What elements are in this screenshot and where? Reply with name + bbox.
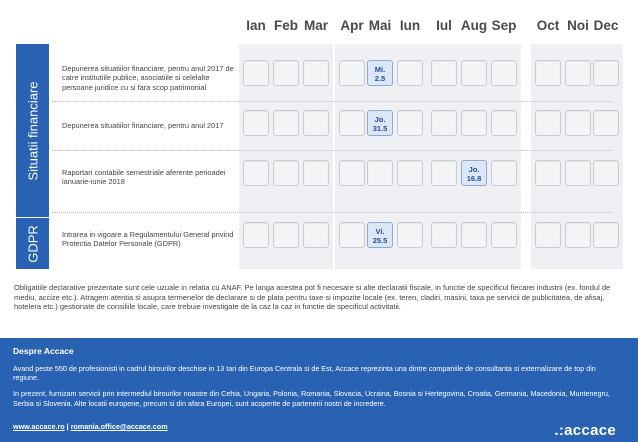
month-cell bbox=[243, 222, 269, 248]
month-header bbox=[0, 18, 638, 40]
row-divider bbox=[52, 101, 612, 102]
month-cell bbox=[491, 110, 517, 136]
month-cell bbox=[243, 110, 269, 136]
month-cell bbox=[535, 60, 561, 86]
month-cell bbox=[431, 110, 457, 136]
month-mai: Mai bbox=[368, 18, 392, 33]
month-iul: Iul bbox=[436, 18, 452, 33]
deadline-cell bbox=[367, 110, 393, 136]
deadline-day: Jo. bbox=[468, 165, 480, 174]
month-cell bbox=[491, 60, 517, 86]
footer-title: Despre Accace bbox=[13, 346, 74, 356]
month-cell bbox=[593, 222, 619, 248]
month-feb: Feb bbox=[273, 18, 299, 33]
month-cell bbox=[535, 222, 561, 248]
row-divider bbox=[52, 150, 612, 151]
month-iun: Iun bbox=[399, 18, 421, 33]
month-cell bbox=[593, 110, 619, 136]
row-divider bbox=[52, 212, 612, 213]
month-noi: Noi bbox=[567, 18, 589, 33]
notes-paragraph: Obligatiile declarative prezentate sunt cele uzuale in relatia cu ANAF. Pe langa acestea pot fi necesare si alte declaratii fiscale, in functie de specificul fiecarei industrii (ex. fondul de mediu, accize etc.). Atragem atentia si asupra termenelor de declarare si de plata pentru taxe si impozite locale (ex. teren, cladiri, masini, taxa pe servicii de publicitatea, de afisaj, hotelera etc.) gestionate de consiliile locale, care trebuie investigate de la caz la caz in functie de specificul activitatii. bbox=[14, 283, 611, 311]
footer-links bbox=[13, 422, 168, 431]
month-cell bbox=[431, 60, 457, 86]
email-link[interactable]: romania.office@accace.com bbox=[70, 422, 168, 431]
month-cell bbox=[491, 222, 517, 248]
deadline-date: 31.5 bbox=[372, 124, 388, 133]
month-cell bbox=[565, 160, 591, 186]
task-description: Raportari contabile semestriale aferente perioadei ianuarie-iunie 2018 bbox=[62, 168, 226, 187]
month-apr: Apr bbox=[340, 18, 364, 33]
month-cell bbox=[303, 110, 329, 136]
deadline-date: 16.8 bbox=[466, 174, 482, 183]
month-cell bbox=[431, 160, 457, 186]
month-cell bbox=[461, 222, 487, 248]
month-cell bbox=[273, 110, 299, 136]
month-cell bbox=[565, 60, 591, 86]
month-cell bbox=[461, 60, 487, 86]
month-cell bbox=[491, 160, 517, 186]
month-cell bbox=[535, 110, 561, 136]
month-cell bbox=[397, 60, 423, 86]
footer-paragraph: Avand peste 550 de profesionisti in cadrul birourilor deschise in 13 tari din Europa Centrala si de Est, Accace reprezinta una dintre companiile de consultanta si externalizare de top din regiune. bbox=[13, 364, 596, 383]
month-cell bbox=[243, 160, 269, 186]
deadline-day: Jo. bbox=[374, 115, 386, 124]
month-cell bbox=[397, 160, 423, 186]
month-dec: Dec bbox=[593, 18, 619, 33]
accace-logo: .:accace bbox=[554, 422, 616, 439]
deadline-cell bbox=[461, 160, 487, 186]
month-mar: Mar bbox=[303, 18, 329, 33]
website-link[interactable]: www.accace.ro bbox=[13, 422, 65, 431]
task-description: Intrarea in vigoare a Regulamentului General privind Protectia Datelor Personale (GDPR) bbox=[62, 230, 234, 249]
month-cell bbox=[431, 222, 457, 248]
month-cell bbox=[397, 110, 423, 136]
month-cell bbox=[243, 60, 269, 86]
deadline-cell bbox=[367, 222, 393, 248]
month-cell bbox=[339, 160, 365, 186]
month-cell bbox=[593, 160, 619, 186]
month-cell bbox=[565, 222, 591, 248]
month-cell bbox=[367, 160, 393, 186]
footer-paragraph: In prezent, furnizam servicii prin intermediul birourilor noastre din Cehia, Ungaria, Polonia, Romania, Slovacia, Ucraina, Bosnia si Hertegovina, Croatia, Germania, Macedonia, Muntenegru, Serbia si Slovenia. Alte locatii europene, precum si din afara Europei, sunt acoperite de partenerii nostri de incredere. bbox=[13, 389, 610, 408]
deadline-day: Vi. bbox=[375, 227, 385, 236]
month-ian: Ian bbox=[246, 18, 266, 33]
deadline-day: Mi. bbox=[374, 65, 386, 74]
deadline-cell bbox=[367, 60, 393, 86]
month-cell bbox=[303, 222, 329, 248]
month-cell bbox=[339, 222, 365, 248]
month-cell bbox=[461, 110, 487, 136]
month-cell bbox=[339, 60, 365, 86]
month-cell bbox=[593, 60, 619, 86]
deadline-date: 2.5 bbox=[374, 74, 386, 83]
month-aug: Aug bbox=[460, 18, 488, 33]
about-footer bbox=[0, 338, 638, 442]
link-separator: | bbox=[66, 422, 69, 431]
month-cell bbox=[397, 222, 423, 248]
section-label: GDPR bbox=[25, 224, 40, 263]
section-label: Situatii financiare bbox=[25, 81, 40, 180]
section-financial-statements bbox=[16, 44, 49, 217]
section-gdpr bbox=[16, 218, 49, 269]
deadline-date: 25.5 bbox=[372, 236, 388, 245]
month-cell bbox=[303, 60, 329, 86]
task-description: Depunerea situatiilor financiare, pentru anul 2017 bbox=[62, 121, 224, 130]
month-cell bbox=[339, 110, 365, 136]
month-cell bbox=[273, 160, 299, 186]
task-description: Depunerea situatiilor financiare, pentru anul 2017 de catre institutiile publice, asociatiile si celelalte persoane juridice cu si fara scop patrimonial bbox=[62, 64, 234, 92]
month-sep: Sep bbox=[491, 18, 517, 33]
month-cell bbox=[535, 160, 561, 186]
month-cell bbox=[303, 160, 329, 186]
month-cell bbox=[565, 110, 591, 136]
month-cell bbox=[273, 60, 299, 86]
month-cell bbox=[273, 222, 299, 248]
month-oct: Oct bbox=[536, 18, 560, 33]
